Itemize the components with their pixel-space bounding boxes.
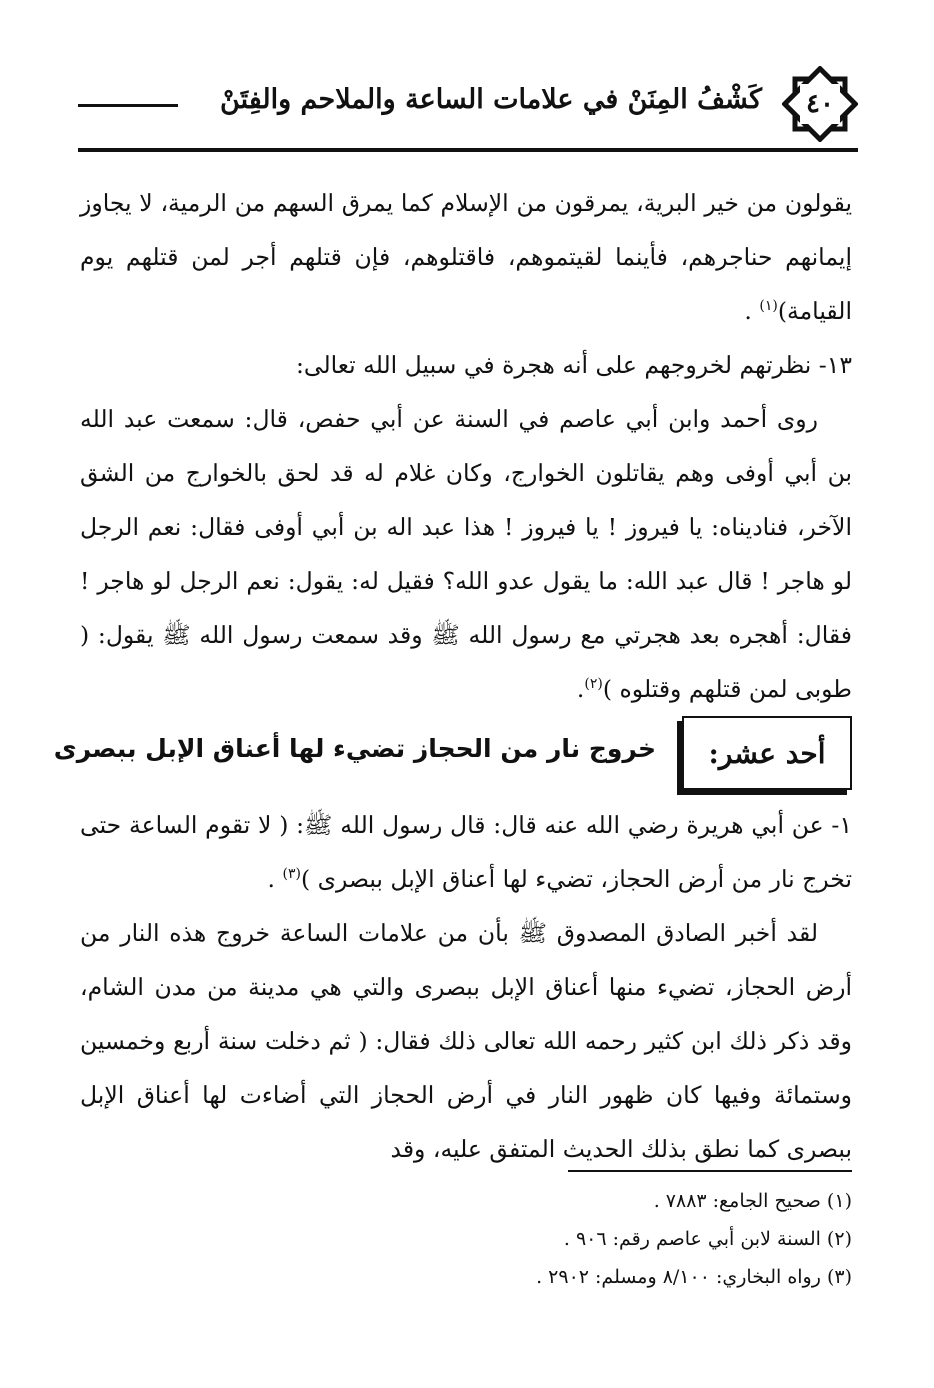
paragraph-continuation xyxy=(80,176,852,338)
hadith-paragraph xyxy=(80,798,852,906)
page-header xyxy=(78,64,858,154)
footnotes xyxy=(80,1182,852,1296)
book-title: كَشْفُ المِنَنْ في علامات الساعة والملاحم والفِتَنْ xyxy=(220,84,762,115)
body-text-top xyxy=(80,176,852,716)
page-number-badge xyxy=(782,66,858,142)
footnote-1: (١) صحيح الجامع: ٧٨٨٣ . xyxy=(653,1190,852,1212)
footnote-3: (٣) رواه البخاري: ٨/١٠٠ ومسلم: ٢٩٠٢ . xyxy=(536,1266,852,1288)
narration-text: روى أحمد وابن أبي عاصم في السنة عن أبي حفص، قال: سمعت عبد الله بن أبي أوفى وهم يقاتلون الخوارج، وكان غلام له قد لحق بالخوارج من الشق الآخر، فناديناه: يا فيروز ! يا فيروز ! هذا عبد اله بن أبي أوفى فقال: نعم الرجل لو هاجر ! قال عبد الله: ما يقول عدو الله؟ فقيل له: يقول: نعم الرجل لو هاجر ! فقال: أهجره بعد هجرتي مع رسول الله ﷺ وقد سمعت رسول الله ﷺ يقول: ( طوبى لمن قتلهم وقتلوه ) xyxy=(80,405,852,703)
section-title: خروج نار من الحجاز تضيء لها أعناق الإبل ببصرى xyxy=(53,734,656,763)
paragraph-end: . xyxy=(744,297,760,325)
item-13-heading: ١٣- نظرتهم لخروجهم على أنه هجرة في سبيل الله تعالى: xyxy=(295,351,852,379)
header-dash xyxy=(78,104,178,107)
footnote-ref-2: (٢) xyxy=(584,676,603,693)
narration-end: . xyxy=(576,675,585,703)
section-number-box xyxy=(682,716,852,790)
footnote-2: (٢) السنة لابن أبي عاصم رقم: ٩٠٦ . xyxy=(563,1228,852,1250)
commentary-paragraph: لقد أخبر الصادق المصدوق ﷺ بأن من علامات الساعة خروج هذه النار من أرض الحجاز، تضيء منها أعناق الإبل ببصرى والتي هي مدينة من مدن الشام، وقد ذكر ذلك ابن كثير رحمه الله تعالى ذلك فقال: ( ثم دخلت سنة أربع وخمسين وستمائة وفيها كان ظهور النار في أرض الحجاز التي أضاءت لها أعناق الإبل ببصرى كما نطق بذلك الحديث المتفق عليه، وقد xyxy=(80,919,852,1163)
footnote-ref-1: (١) xyxy=(759,298,778,315)
body-text-bottom xyxy=(80,798,852,1176)
footnote-rule xyxy=(568,1170,852,1172)
page-number: ٤٠ xyxy=(806,89,834,119)
footnote-ref-3: (٣) xyxy=(282,866,301,883)
section-number-label: أحد عشر: xyxy=(708,736,826,770)
hadith-text: ١- عن أبي هريرة رضي الله عنه قال: قال رسول الله ﷺ: ( لا تقوم الساعة حتى تخرج نار من أرض الحجاز، تضيء لها أعناق الإبل ببصرى ) xyxy=(80,811,852,893)
hadith-end: . xyxy=(267,865,283,893)
paragraph-text: يقولون من خير البرية، يمرقون من الإسلام كما يمرق السهم من الرمية، لا يجاوز إيمانهم حناجرهم، فأينما لقيتموهم، فاقتلوهم، فإن قتلهم أجر لمن قتلهم يوم القيامة) xyxy=(80,189,852,325)
narration-paragraph xyxy=(80,392,852,716)
header-rule xyxy=(78,148,858,152)
section-heading xyxy=(53,716,852,794)
